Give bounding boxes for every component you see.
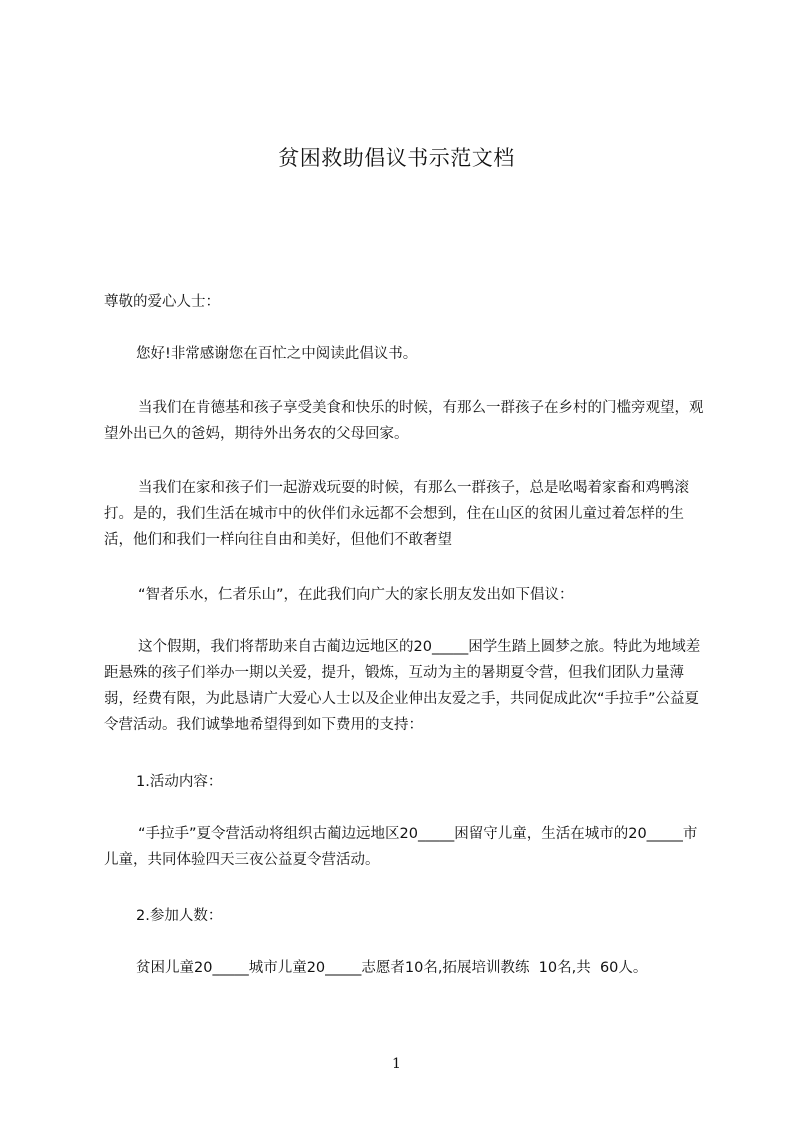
page-number: 1 (392, 1056, 401, 1072)
paragraph-1: 当我们在肯德基和孩子享受美食和快乐的时候，有那么一群孩子在乡村的门槛旁观望，观望外出已久的爸妈，期待外出务农的父母回家。 (104, 400, 704, 442)
greeting: 您好!非常感谢您在百忙之中阅读此倡议书。 (136, 346, 418, 362)
salutation: 尊敬的爱心人士： (104, 294, 220, 310)
section-1-heading: 1.活动内容： (136, 774, 223, 790)
paragraph-4: 这个假期，我们将帮助来自古蔺边远地区的20_____困学生踏上圆梦之旅。特此为地域差距悬殊的孩子们举办一期以关爱，提升，锻炼，互动为主的暑期夏令营，但我们团队力量薄弱，经费有限，为此恳请广大爱心人士以及企业伸出友爱之手，共同促成此次“手拉手”公益夏令营活动。我们诚挚地希望得到如下费用的支持： (104, 639, 701, 733)
paragraph-3: “智者乐水，仁者乐山”，在此我们向广大的家长朋友发出如下倡议： (138, 587, 574, 603)
paragraph-2: 当我们在家和孩子们一起游戏玩耍的时候，有那么一群孩子，总是吆喝着家畜和鸡鸭滚打。是的，我们生活在城市中的伙伴们永远都不会想到，住在山区的贫困儿童过着怎样的生活，他们和我们一样向往自由和美好，但他们不敢奢望 (104, 480, 689, 548)
section-1-text: “手拉手”夏令营活动将组织古蔺边远地区20_____困留守儿童，生活在城市的20_____市儿童，共同体验四天三夜公益夏令营活动。 (104, 826, 698, 868)
section-2-heading: 2.参加人数： (136, 908, 223, 924)
document-title: 贫困救助倡议书示范文档 (278, 146, 515, 170)
section-2-text: 贫困儿童20_____城市儿童20_____志愿者10名,拓展培训教练 10名,共 60人。 (136, 960, 648, 976)
